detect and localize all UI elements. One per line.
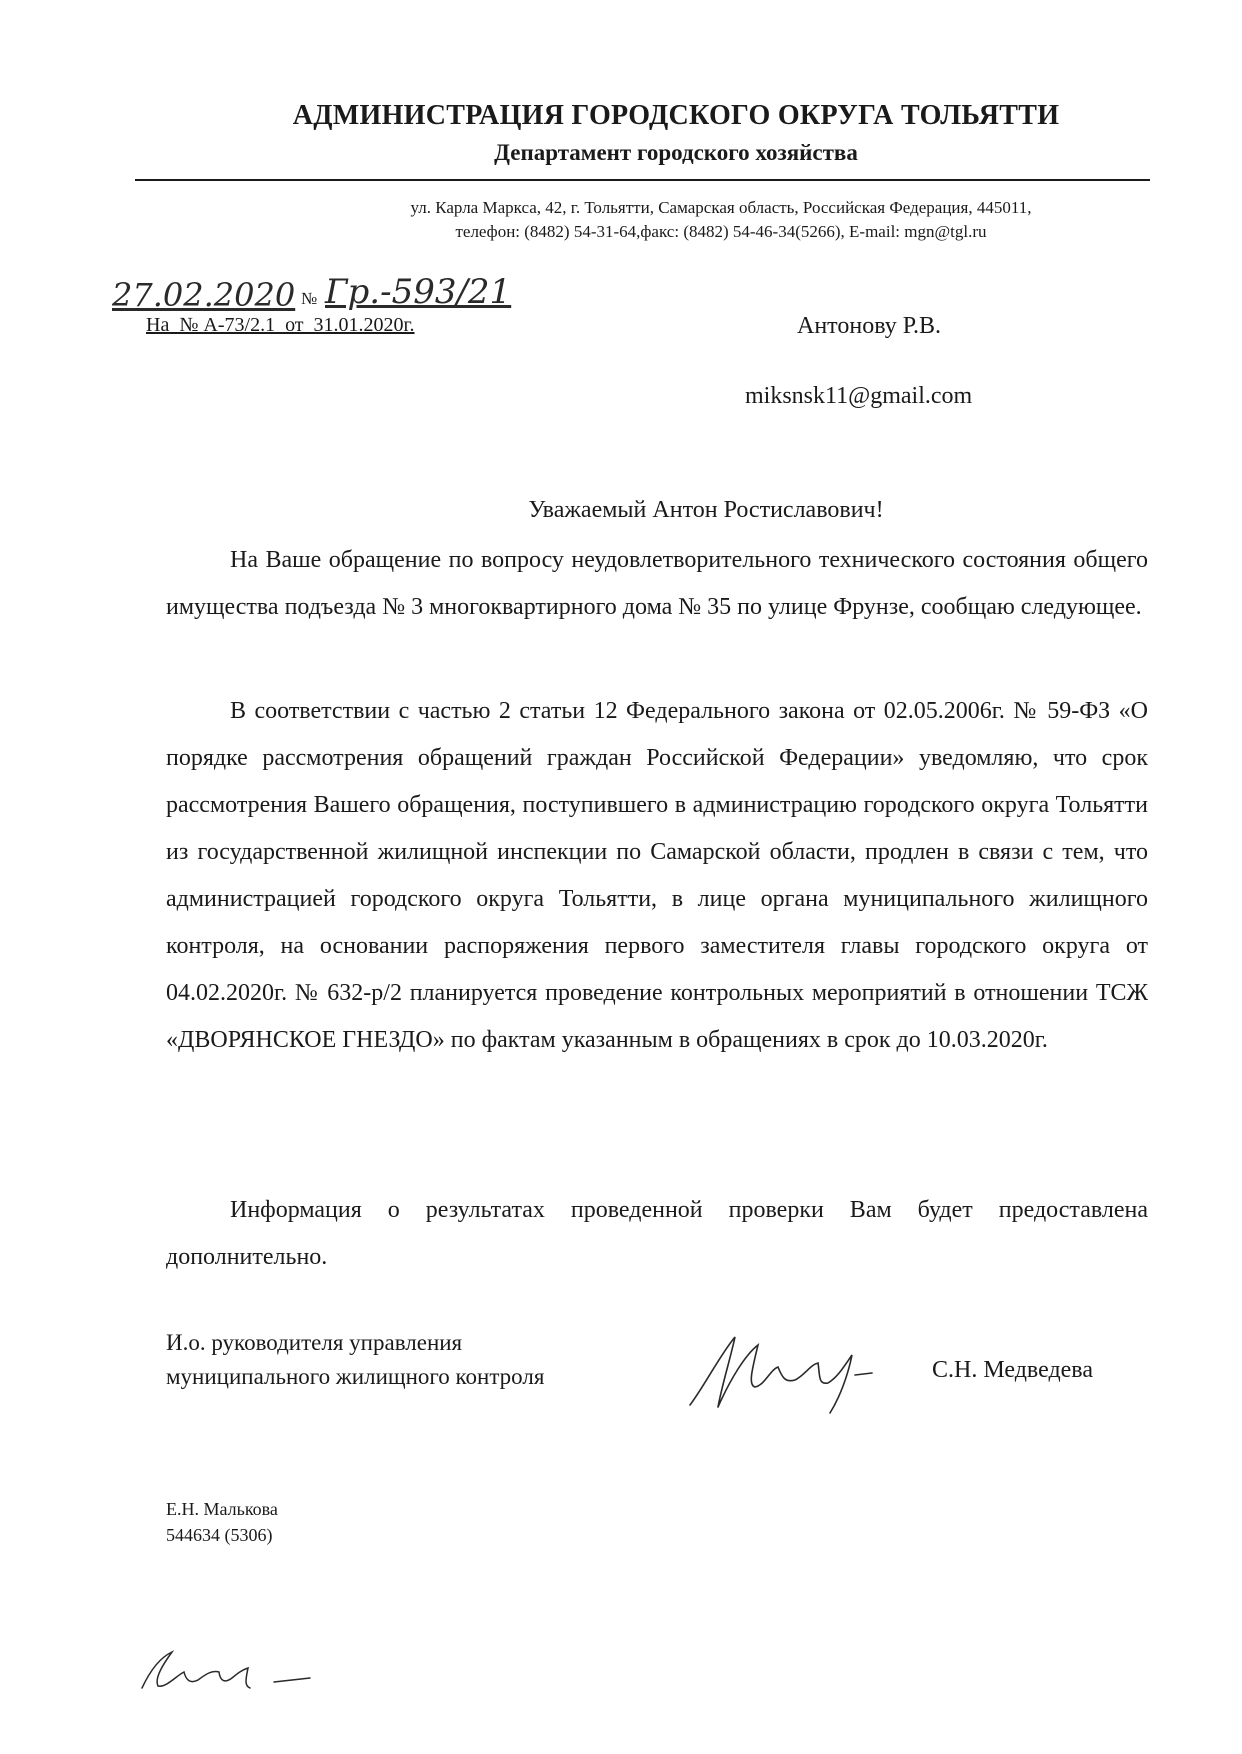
registration-number-label: № — [301, 289, 318, 308]
paragraph-2-text: В соответствии с частью 2 статьи 12 Федерального закона от 02.05.2006г. № 59-ФЗ «О порядке рассмотрения обращений граждан Российской Федерации» уведомляю, что срок рассмотрения Вашего обращения, поступившего в администрацию городского округа Тольятти из государственной жилищной инспекции по Самарской области, продлен в связи с тем, что администрацией городского округа Тольятти, в лице органа муниципального жилищного контроля, на основании распоряжения первого заместителя главы городского округа от 04.02.2020г. № 632-р/2 планируется проведение контрольных мероприятий в отношении ТСЖ «ДВОРЯНСКОЕ ГНЕЗДО» по фактам указанным в обращениях в срок до 10.03.2020г. — [166, 698, 1148, 1053]
registration-number: Гр.-593/21 — [325, 272, 512, 312]
executor-phone: 544634 (5306) — [166, 1525, 273, 1545]
department-name: Департамент городского хозяйства — [494, 140, 858, 165]
paragraph-3-text: Информация о результатах проведенной проверки Вам будет предоставлена дополнительно. — [166, 1197, 1148, 1270]
executor-block — [166, 1496, 278, 1548]
letter-paragraph-3 — [166, 1187, 1148, 1281]
header-divider — [135, 179, 1150, 181]
registration-date: 27.02.2020 — [112, 276, 296, 314]
handwritten-signature — [660, 1325, 890, 1420]
executor-name: Е.Н. Малькова — [166, 1499, 278, 1519]
salutation: Уважаемый Антон Ростиславович! — [528, 497, 884, 523]
signer-title-line-1: И.о. руководителя управления — [166, 1330, 463, 1355]
signer-name: С.Н. Медведева — [932, 1357, 1093, 1383]
reference-line: На № А-73/2.1 от 31.01.2020г. — [146, 314, 415, 336]
signer-title — [166, 1326, 544, 1394]
address-line-2: телефон: (8482) 54-31-64,факс: (8482) 54-46-34(5266), E-mail: mgn@tgl.ru — [455, 222, 987, 241]
recipient-email: miksnsk11@gmail.com — [745, 383, 973, 409]
address-line-1: ул. Карла Маркса, 42, г. Тольятти, Самарская область, Российская Федерация, 445011, — [410, 198, 1032, 217]
letter-paragraph-2 — [166, 688, 1148, 1064]
organization-name: АДМИНИСТРАЦИЯ ГОРОДСКОГО ОКРУГА ТОЛЬЯТТИ — [292, 100, 1060, 131]
recipient-name: Антонову Р.В. — [797, 313, 942, 339]
signer-title-line-2: муниципального жилищного контроля — [166, 1364, 545, 1389]
paragraph-1-text: На Ваше обращение по вопросу неудовлетворительного технического состояния общего имущества подъезда № 3 многоквартирного дома № 35 по улице Фрунзе, сообщаю следующее. — [166, 547, 1148, 620]
handwritten-initials — [124, 1638, 344, 1698]
letter-paragraph-1 — [166, 537, 1148, 631]
